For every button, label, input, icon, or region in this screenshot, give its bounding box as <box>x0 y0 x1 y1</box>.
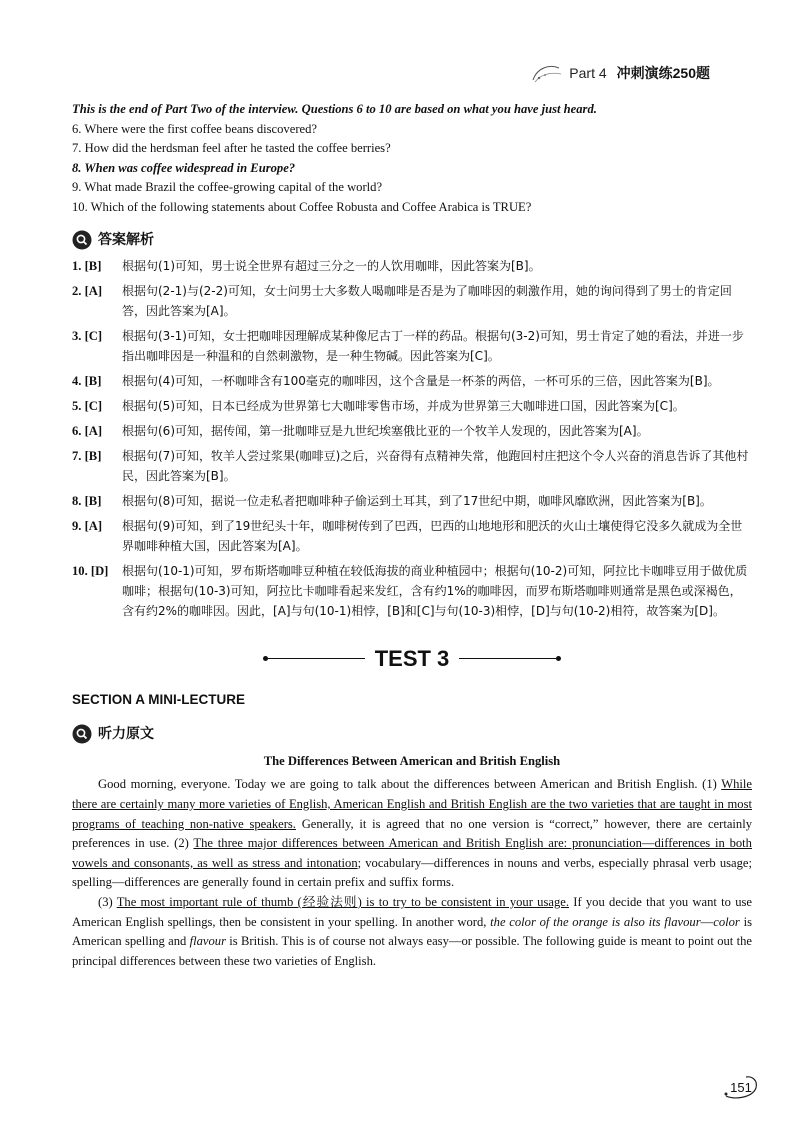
list-item <box>72 326 752 366</box>
answer-number: 6. [A] <box>72 423 103 438</box>
answer-number: 10. [D] <box>72 563 109 578</box>
list-item <box>72 281 752 321</box>
header-title: 冲刺演练250题 <box>616 65 710 81</box>
answer-number: 5. [C] <box>72 398 103 413</box>
answer-number: 4. [B] <box>72 373 102 388</box>
transcript-heading <box>72 724 752 744</box>
list-item <box>72 371 752 391</box>
answer-text: 根据句(10-1)可知，罗布斯塔咖啡豆种植在较低海拔的商业种植园中；根据句(10-2)可知，阿拉比卡咖啡豆用于做优质咖啡；根据句(10-3)可知，阿拉比卡咖啡看起来发红，含有约1%的咖啡因，而罗布斯塔咖啡则通常是黑色或深褐色，含有约2%的咖啡因。因此，[A]与句(10-1)相悖，[B]和[C]与句(10-3)相悖，[D]与句(10-2)相符，故答案为[D]。 <box>122 563 748 618</box>
page-header <box>529 62 710 84</box>
answer-number: 2. [A] <box>72 283 103 298</box>
answer-text: 根据句(6)可知，据传闻，第一批咖啡豆是九世纪埃塞俄比亚的一个牧羊人发现的，因此答案为[A]。 <box>122 423 649 438</box>
question-6: 6. Where were the first coffee beans discovered? <box>72 121 317 136</box>
answer-text: 根据句(8)可知，据说一位走私者把咖啡种子偷运到土耳其，到了17世纪中期，咖啡风靡欧洲，因此答案为[B]。 <box>122 493 712 508</box>
answer-text: 根据句(3-1)可知，女士把咖啡因理解成某种像尼古丁一样的药品。根据句(3-2)可知，男士肯定了她的看法，并进一步指出咖啡因是一种温和的自然刺激物，是一种生物碱。因此答案为[C]。 <box>122 328 744 363</box>
answer-text: 根据句(5)可知，日本已经成为世界第七大咖啡零售市场，并成为世界第三大咖啡进口国，因此答案为[C]。 <box>122 398 685 413</box>
underlined-sentence: While there are certainly many more varieties of English, American English and British English are the two varieties that are taught in most programs of teaching non-native speakers. <box>72 777 752 831</box>
question-9: 9. What made Brazil the coffee-growing capital of the world? <box>72 180 383 195</box>
lecture-title: The Differences Between American and British English <box>263 753 561 768</box>
answer-section-heading <box>72 230 752 250</box>
answer-number: 7. [B] <box>72 448 102 463</box>
transcript-title: 听力原文 <box>98 724 154 741</box>
answer-number: 1. [B] <box>72 258 102 273</box>
section-a-heading: SECTION A MINI-LECTURE <box>72 692 245 708</box>
decorative-swirl-icon <box>529 62 565 84</box>
page-content <box>72 100 752 971</box>
test-title: TEST 3 <box>374 645 450 671</box>
answer-text: 根据句(7)可知，牧羊人尝过浆果(咖啡豆)之后，兴奋得有点精神失常，他跑回村庄把这个令人兴奋的消息告诉了其他村民，因此答案为[B]。 <box>122 448 749 483</box>
answer-number: 9. [A] <box>72 518 103 533</box>
header-part: Part 4 <box>569 65 607 81</box>
list-item <box>72 256 752 276</box>
answer-text: 根据句(2-1)与(2-2)可知，女士问男士大多数人喝咖啡是否是为了咖啡因的刺激作用，她的询问得到了男士的肯定回答，因此答案为[A]。 <box>122 283 732 318</box>
question-7: 7. How did the herdsman feel after he tasted the coffee berries? <box>72 141 391 156</box>
magnifier-icon <box>72 724 92 744</box>
list-item <box>72 561 752 621</box>
test-title-banner <box>72 645 752 671</box>
list-item <box>72 396 752 416</box>
answer-number: 3. [C] <box>72 328 103 343</box>
answer-text: 根据句(9)可知，到了19世纪头十年，咖啡树传到了巴西，巴西的山地地形和肥沃的火山土壤使得它没多久就成为全世界咖啡种植大国，因此答案为[A]。 <box>122 518 743 553</box>
answer-list <box>72 256 752 621</box>
answer-text: 根据句(1)可知，男士说全世界有超过三分之一的人饮用咖啡，因此答案为[B]。 <box>122 258 541 273</box>
answer-section-title: 答案解析 <box>98 230 154 247</box>
answer-number: 8. [B] <box>72 493 102 508</box>
magnifier-icon <box>72 230 92 250</box>
underlined-sentence: The three major differences between American and British English are: pronunciation—differences in both vowels and consonants, as well as stress and intonation <box>72 836 752 870</box>
list-item <box>72 516 752 556</box>
page-number: 151 <box>722 1074 760 1100</box>
title-divider-left <box>265 658 365 659</box>
question-8: 8. When was coffee widespread in Europe? <box>72 160 296 175</box>
underlined-sentence: The most important rule of thumb (经验法则) is to try to be consistent in your usage. <box>116 894 569 909</box>
title-divider-right <box>459 658 559 659</box>
list-item <box>72 446 752 486</box>
part-intro: This is the end of Part Two of the interview. Questions 6 to 10 are based on what you have just heard. <box>72 102 597 116</box>
question-10: 10. Which of the following statements about Coffee Robusta and Coffee Arabica is TRUE? <box>72 199 532 214</box>
list-item <box>72 491 752 511</box>
lecture-paragraph-2: (3) The most important rule of thumb (经验法则) is to try to be consistent in your usage. If you decide that you want to use American English spellings, then be consistent in your spelling. In another word, the color of the orange is also its flavour—color is American spelling and flavour is British. This is of course not always easy—or possible. The following guide is meant to point out the principal differences between these two varieties of English. <box>72 894 752 968</box>
answer-text: 根据句(4)可知，一杯咖啡含有100毫克的咖啡因，这个含量是一杯茶的两倍，一杯可乐的三倍，因此答案为[B]。 <box>122 373 720 388</box>
lecture-paragraph-1: Good morning, everyone. Today we are going to talk about the differences between American and British English. (1) While there are certainly many more varieties of English, American English and British English are the two varieties that are taught in most programs of teaching non-native speakers. Generally, it is agreed that no one version is “correct,” however, there are certainly preferences in use. (2) The three major differences between American and British English are: pronunciation—differences in both vowels and consonants, as well as stress and intonation; vocabulary—differences in nouns and verbs, especially phrasal verb usage; spelling—differences are generally found in certain prefix and suffix forms. <box>72 777 753 890</box>
list-item <box>72 421 752 441</box>
